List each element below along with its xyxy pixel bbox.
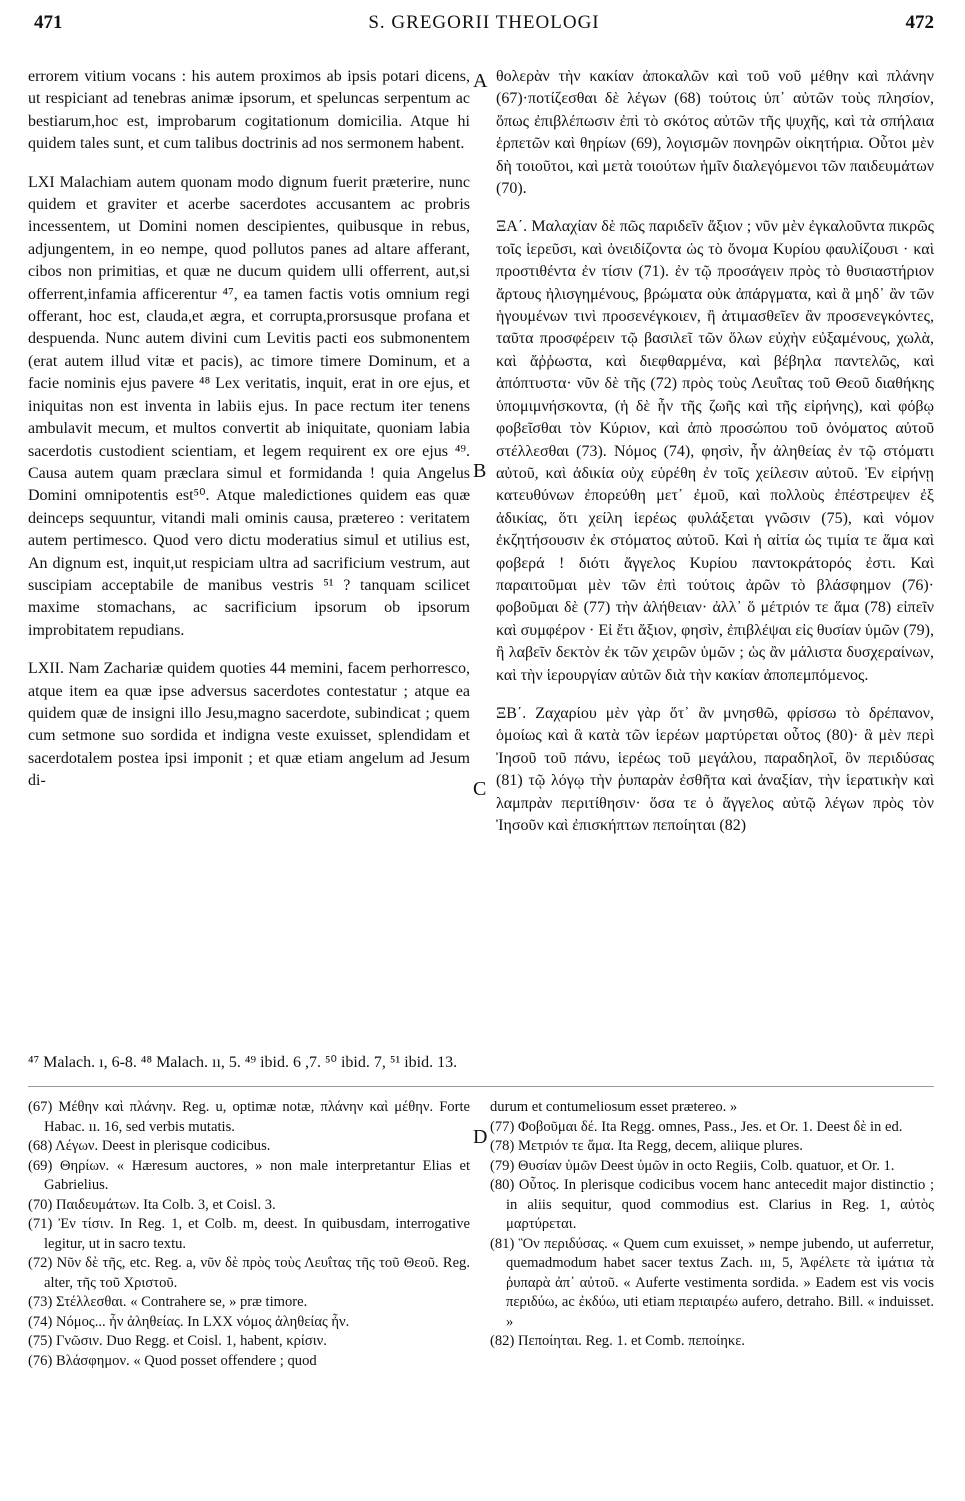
- greek-paragraph-2: ΞΑ΄. Μαλαχίαν δὲ πῶς παριδεῖν ἄξιον ; νῦν μὲν ἐγκαλοῦντα πικρῶς τοῖς ἱερεῦσι, καὶ ὀνειδίζοντα ὡς τὸ ὄνομα Κυρίου φαυλίζουσι · καὶ προστιθέντα ἐν τίσιν (71). ἐν τῷ προσάγειν πρὸς τὸ θυσιαστήριον ἄρτους ἠλισγημένους, βρώματα οὐκ ἀπάργματα, καὶ ἃ μηδ᾽ ἂν τῶν ἡγουμένων τινὶ προσενέγκοιεν, ἢ ἀτιμασθεῖεν ἂν προσενεγκόντες, ταῦτα προσφέρειν τῷ βασιλεῖ τῶν ὅλων εὐχὴν εὐξαμένους, χωλὰ, καὶ ἄῤῥωστα, καὶ διεφθαρμένα, καὶ βέβηλα παντελῶς, καὶ ἀπόπτυστα· νῦν δὲ τῆς (72) πρὸς τοὺς Λευΐτας τοῦ Θεοῦ διαθήκης ὑπομιμνήσκοντα, (ἡ δὲ ἦν τῆς ζωῆς καὶ τῆς εἰρήνης), καὶ φόβῳ φοβεῖσθαι τὸν Κύριον, καὶ ἀπὸ προσώπου τοῦ ὀνόματος αὐτοῦ στέλλεσθαι (73). Νόμος (74), φησὶν, ἦν ἀληθείας ἐν τῷ στόματι αὐτοῦ, καὶ ἀδικία οὐχ εὑρέθη ἐν τοῖς χείλεσιν αὐτοῦ. Ἐν εἰρήνῃ κατευθύνων ἐπορεύθη μετ᾽ ἐμοῦ, καὶ πολλοὺς ἐπέστρεψεν ἐξ ἀδικίας, ὅτι χείλη ἱερέως φυλάξεται γνῶσιν (75), καὶ νόμον ἐκζητήσουσιν ἐκ στόματος αὐτοῦ. Καὶ ἡ αἰτία ὡς τιμία τε ἅμα καὶ φοβερά ! διότι ἄγγελος Κυρίου παντοκράτορός ἐστι. Καὶ παραιτοῦμαι μὲν τῶν ἐπὶ τούτοις ἀρῶν τὸ βλάσφημον (76)· φοβοῦμαι δὲ (77) τὴν ἀλήθειαν· ἀλλ᾽ ὅ μέτριόν τε ἅμα (78) εἰπεῖν καὶ συμφέρον · Εἰ ἔτι ἄξιον, φησὶν, ἐπιβλέψαι εἰς θυσίαν ὑμῶν (79), ἢ λαβεῖν δεκτὸν ἐκ τῶν χειρῶν ὑμῶν ; ὡς ἂν μάλιστα δυσχεραίνων, καὶ τὴν ἱερουργίαν αὐτῶν διὰ τὴν κακίαν ἀποπεμπόμενος.: [496, 218, 934, 684]
- note: (67) Μέθην καὶ πλάνην. Reg. u, optimæ notæ, πλάνην καὶ μέθην. Forte Habac. ıı. 16, sed verbis mutatis.: [28, 1099, 470, 1135]
- latin-column: [28, 66, 470, 809]
- note: (80) Οὗτος. In plerisque codicibus vocem hanc antecedit major distinctio ; in aliis sequitur, quod commodius est. Clarius in Reg. 1, αὐτὸς μαρτύρεται.: [490, 1177, 934, 1232]
- running-title: S. GREGORII THEOLOGI: [368, 12, 600, 33]
- section-marker-d: D: [473, 1126, 488, 1148]
- note: (77) Φοβοῦμαι δέ. Ita Regg. omnes, Pass., Jes. et Or. 1. Deest δὲ in ed.: [490, 1118, 903, 1135]
- note: (70) Παιδευμάτων. Ita Colb. 3, et Coisl. 3.: [28, 1196, 276, 1213]
- page-number-left: 471: [34, 12, 63, 33]
- divider: [28, 1086, 934, 1087]
- page-number-right: 472: [905, 12, 934, 33]
- note: (72) Νῦν δὲ τῆς, etc. Reg. a, νῦν δὲ πρὸς τοὺς Λευΐτας τῆς τοῦ Θεοῦ. Reg. alter, τῆς τοῦ Χριστοῦ.: [28, 1255, 470, 1291]
- note: (78) Μετριόν τε ἅμα. Ita Regg, decem, aliique plures.: [490, 1138, 803, 1154]
- greek-column: [496, 66, 934, 853]
- notes-right: [490, 1098, 934, 1352]
- section-marker-c: C: [473, 778, 487, 800]
- latin-paragraph-2: LXI Malachiam autem quonam modo dignum fuerit præterire, nunc quidem et graviter et acerbe sacerdotes accusantem ac probris incessentem, ut Domini nomen descipientes, quibusque in rebus, adjungentem, in eo nempe, quod pollutos panes ad altare afferant, cibos non primitias, et quæ ne ducum quidem ulli offerrent, aut,si offerrent,infamia afficerentur ⁴⁷, ea tamen factis votis omnium regi offerant, hoc est, clauda,et ægra, et corrupta,prorsusque profana et despuenda. Nunc autem divini cum Levitis pacti eos submonentem (erat autem illud vitæ et pacis), ac timore timere Dominum, et a facie nominis ejus pavere ⁴⁸ Lex veritatis, inquit, erat in ore ejus, et iniquitas non est inventa in labiis ejus. In pace rectum iter tenens ambulavit mecum, et multos convertit ab iniquitate, quoniam labia sacerdotis custodient scientiam, et legem requirent ex ore ejus ⁴⁹. Causa autem quam præclara simul et formidanda ! quia Angelus Domini omnipotentis est⁵⁰. Atque maledictiones quidem eas quæ deinceps sequuntur, vitandi mali ominis causa, prætereo : veritatem autem pertimesco. Quod vero dictu moderatius simul et utilius est, An dignum est, inquit,ut respiciam ultra ad sacrificium vestrum, aut suscipiam acceptabile de manibus vestris ⁵¹ ? tanquam scilicet maxime stomachans, ac sacrificium ipsorum ob ipsorum improbitatem repudians.: [28, 173, 470, 639]
- note: durum et contumeliosum esset prætereo. »: [490, 1099, 738, 1115]
- page-header: [34, 4, 934, 40]
- note: (82) Πεποίηται. Reg. 1. et Comb. πεποίηκε.: [490, 1333, 745, 1349]
- note: (75) Γνῶσιν. Duo Regg. et Coisl. 1, habent, κρίσιν.: [28, 1333, 327, 1349]
- latin-paragraph-1: errorem vitium vocans : his autem proximos ab ipsis potari dicens, ut respiciant ad tenebras animæ ipsorum, et speluncas serpentum ac bestiarum,hoc est, improbarum cogitationum domicilia. Atque hi quidem tales sunt, et cum talibus doctrinis ad nos sermonem habent.: [28, 68, 470, 153]
- note: (81) Ὃν περιδύσας. « Quem cum exuisset, » nempe jubendo, ut auferretur, quemadmodum habet sacer textus Zach. ııı, 5, Ἀφέλετε τὰ ἱμάτια τὰ ῥυπαρὰ ἀπ᾽ αὐτοῦ. « Auferte vestimenta sordida. » Eadem est vis vocis περιδύω, ac ἐκδύω, uti etiam περιαιρέω aufero, detraho. Bill. « induisset. »: [490, 1235, 934, 1330]
- note: (74) Νόμος... ἦν ἀληθείας. In LXX νόμος ἀληθείας ἦν.: [28, 1313, 350, 1330]
- note: (69) Θηρίων. « Hæresum auctores, » non male interpretantur Elias et Gabrielius.: [28, 1157, 470, 1193]
- section-marker-b: B: [473, 460, 487, 482]
- section-marker-a: A: [473, 70, 488, 92]
- greek-paragraph-3: ΞΒ΄. Ζαχαρίου μὲν γὰρ ὅτ᾽ ἂν μνησθῶ, φρίσσω τὸ δρέπανον, ὁμοίως καὶ ἃ κατὰ τῶν ἱερέων μαρτύρεται οὗτος (80)· ἃ μὲν περὶ Ἰησοῦ τοῦ πάνυ, ἱερέως τοῦ μεγάλου, παραδηλοῖ, ὃν περιδύσας (81) τῷ λόγῳ τὴν ῥυπαρὰν ἐσθῆτα καὶ ἀναξίαν, τὴν ἱερατικὴν καὶ λαμπρὰν περιτίθησιν· ὅσα τε ὁ ἄγγελος αὐτῷ λέγων πρὸς τὸν Ἰησοῦν καὶ ἐπισκήπτων πεποίηται (82): [496, 704, 934, 834]
- note: (76) Βλάσφημον. « Quod posset offendere ; quod: [28, 1352, 317, 1369]
- notes-left: [28, 1098, 470, 1371]
- note: (73) Στέλλεσθαι. « Contrahere se, » præ timore.: [28, 1294, 308, 1310]
- note: (71) Ἐν τίσιν. In Reg. 1, et Colb. m, deest. In quibusdam, interrogative legitur, ut in sacro textu.: [28, 1216, 470, 1252]
- note: (68) Λέγων. Deest in plerisque codicibus.: [28, 1138, 271, 1154]
- greek-paragraph-1: θολερὰν τὴν κακίαν ἀποκαλῶν καὶ τοῦ νοῦ μέθην καὶ πλάνην (67)·ποτίζεσθαι δὲ λέγων (68) τούτοις ὑπ᾽ αὐτῶν τοὺς πλησίον, ὅπως ἐπιβλέπωσιν ἐπὶ τὸ σκότος αὐτῶν τῆς ψυχῆς, καὶ τὰ σπήλαια ἑρπετῶν καὶ θηρίων (69), λογισμῶν πονηρῶν οἰκητήρια. Οὗτοι μὲν δὴ τοιοῦτοι, καὶ μετὰ τοιούτων ἡμῖν διαλεγόμενοι τῶν παιδευμάτων (70).: [496, 68, 934, 198]
- note: (79) Θυσίαν ὑμῶν Deest ὑμῶν in octo Regiis, Colb. quatuor, et Or. 1.: [490, 1157, 895, 1174]
- scripture-references: ⁴⁷ Malach. ı, 6-8. ⁴⁸ Malach. ıı, 5. ⁴⁹ ibid. 6 ,7. ⁵⁰ ibid. 7, ⁵¹ ibid. 13.: [28, 1054, 458, 1071]
- latin-paragraph-3: LXII. Nam Zachariæ quidem quoties 44 memini, facem perhorresco, atque item ea quæ ipse adversus sacerdotes contestatur ; atque ea quidem quæ de insigni illo Jesu,magno sacerdote, subindicat ; quem cum setmone suo sordida et indigna veste exuisset, splendidam et sacerdotalem postea ipsi imponit ; et quæ etiam angelum ad Jesum di-: [28, 660, 470, 790]
